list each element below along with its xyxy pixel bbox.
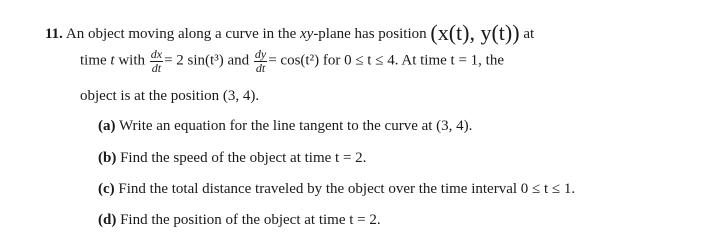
dx-numerator: dx — [150, 47, 163, 61]
dy-numerator: dy — [254, 47, 267, 61]
problem-line-3 — [80, 89, 259, 104]
problem-number: 11. — [45, 26, 63, 42]
part-c — [98, 182, 575, 197]
part-a — [98, 119, 472, 134]
time-label: time — [80, 52, 107, 69]
problem-line-1 — [45, 22, 534, 44]
part-d-label: (d) — [98, 212, 117, 228]
part-a-text: Write an equation for the line tangent to the curve at (3, 4). — [118, 118, 473, 134]
part-d — [98, 213, 381, 228]
initial-position-text: object is at the position (3, 4). — [80, 88, 260, 104]
intro-text: An object moving along a curve in the — [65, 26, 297, 42]
domain-text: for 0 ≤ t ≤ 4. — [322, 52, 399, 69]
position-expression: (x(t), y(t)) — [430, 20, 520, 45]
with-word: with — [118, 52, 146, 69]
part-a-label: (a) — [98, 118, 116, 134]
part-d-text: Find the position of the object at time t = 2. — [120, 212, 381, 228]
part-c-label: (c) — [98, 181, 115, 197]
at-time-text: At time t = 1, the — [401, 52, 505, 69]
plane-label: xy — [299, 26, 314, 42]
intro-text-2: -plane has position — [313, 26, 427, 42]
part-b — [98, 151, 366, 166]
part-b-text: Find the speed of the object at time t = 2. — [120, 150, 367, 166]
part-c-text: Find the total distance traveled by the object over the time interval 0 ≤ t ≤ 1. — [118, 181, 576, 197]
dy-equation: = cos(t²) — [268, 52, 320, 69]
dt-denominator-2: dt — [255, 60, 266, 75]
dx-dt-fraction — [150, 48, 163, 74]
t-var: t — [110, 52, 115, 69]
problem-line-2 — [80, 48, 504, 74]
dt-denominator: dt — [151, 60, 162, 75]
dy-dt-fraction — [254, 48, 267, 74]
and-word: and — [227, 52, 250, 69]
at-word: at — [523, 26, 535, 42]
part-b-label: (b) — [98, 150, 117, 166]
dx-equation: = 2 sin(t³) — [164, 52, 224, 69]
